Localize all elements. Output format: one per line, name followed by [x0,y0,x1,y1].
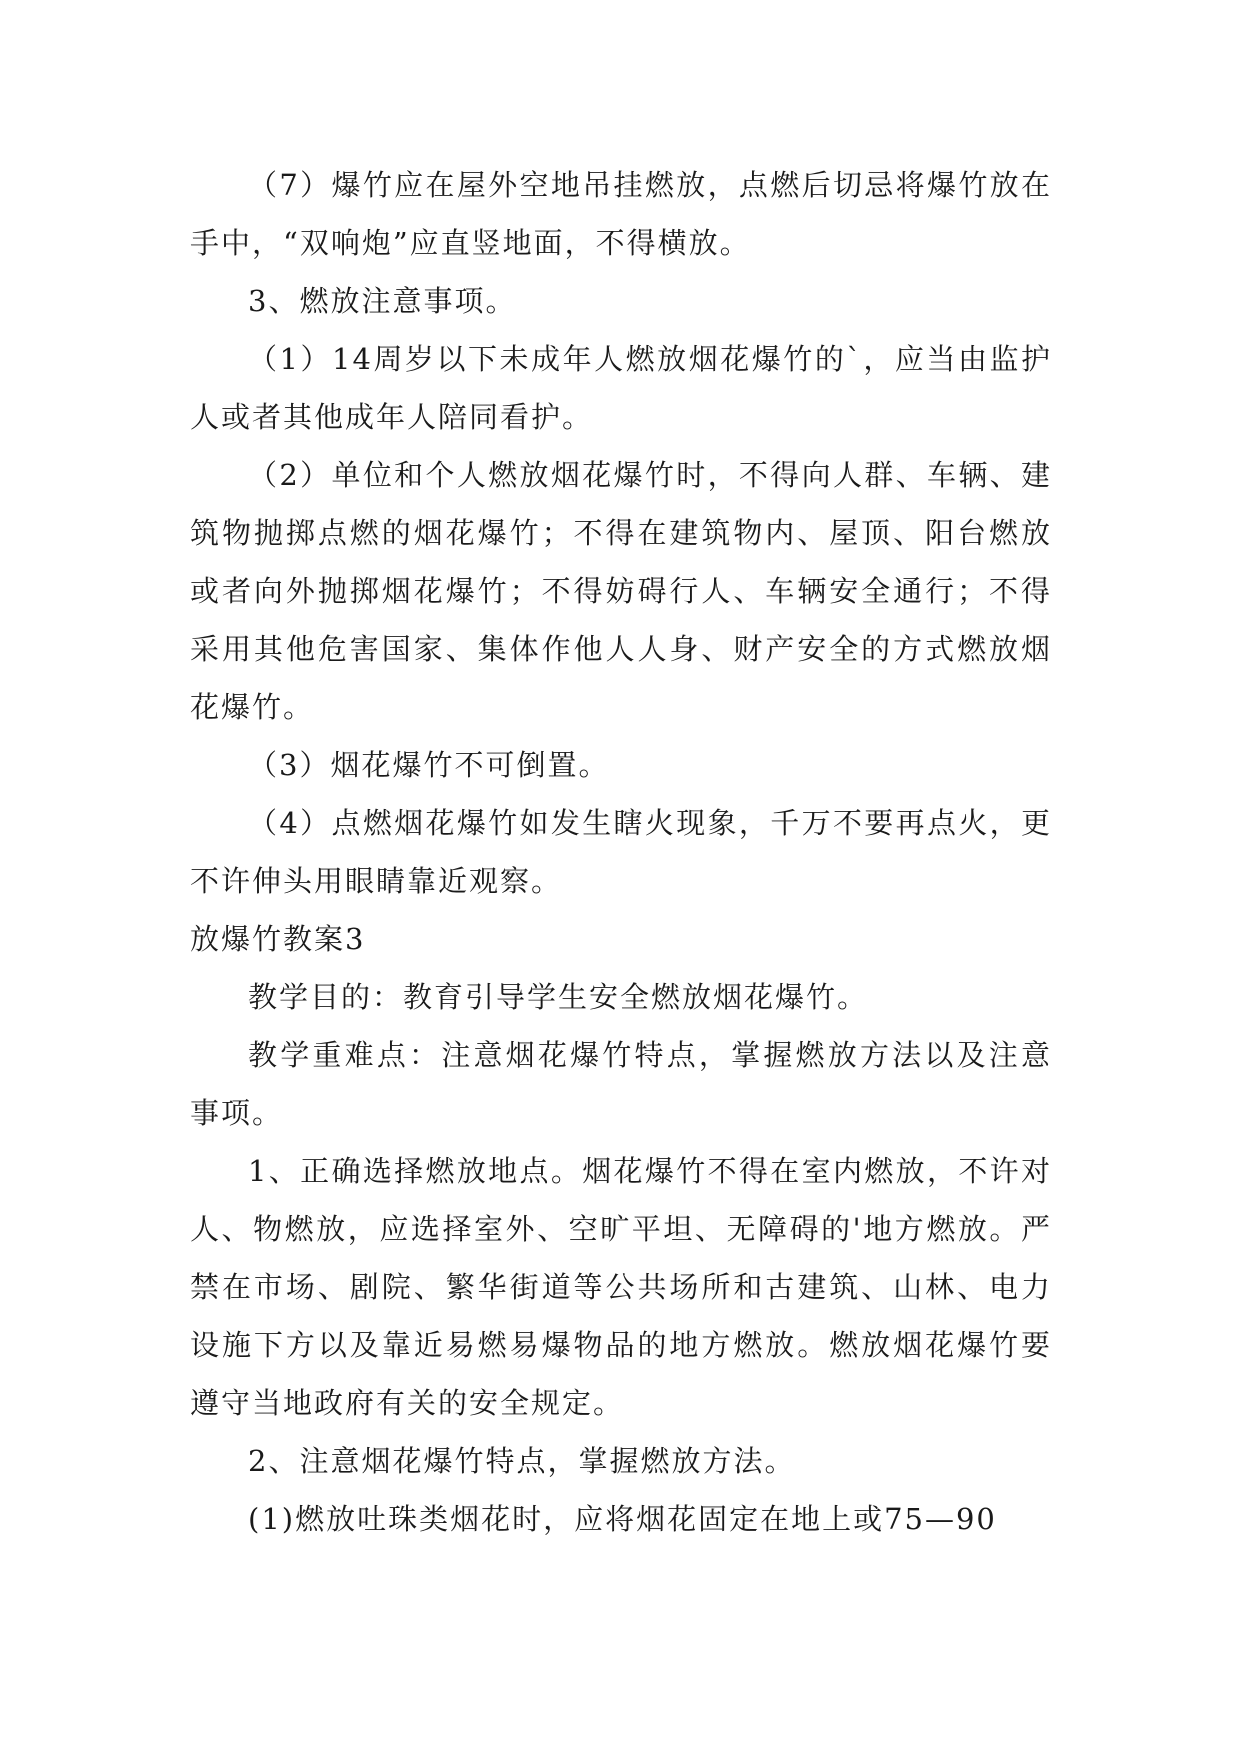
paragraph-spitting-fireworks: (1)燃放吐珠类烟花时，应将烟花固定在地上或75—90 [248,1502,997,1536]
document-body [190,156,1052,1548]
paragraph-methods-title: 2、注意烟花爆竹特点，掌握燃放方法。 [248,1444,796,1478]
paragraph-prohibited-acts: （2）单位和个人燃放烟花爆竹时，不得向人群、车辆、建筑物抛掷点燃的烟花爆竹；不得在建筑物内、屋顶、阳台燃放或者向外抛掷烟花爆竹；不得妨碍行人、车辆安全通行；不得采用其他危害国家、集体作他人人身、财产安全的方式燃放烟花爆竹。 [190,458,1052,724]
paragraph-precautions-title: 3、燃放注意事项。 [248,284,517,318]
paragraph-no-inverting: （3）烟花爆竹不可倒置。 [248,748,610,782]
paragraph-firecracker-hanging: （7）爆竹应在屋外空地吊挂燃放，点燃后切忌将爆竹放在手中，“双响炮”应直竖地面，不得横放。 [190,168,1052,260]
paragraph-choose-location: 1、正确选择燃放地点。烟花爆竹不得在室内燃放，不许对人、物燃放，应选择室外、空旷平坦、无障碍的'地方燃放。严禁在市场、剧院、繁华街道等公共场所和古建筑、山林、电力设施下方以及靠近易燃易爆物品的地方燃放。燃放烟花爆竹要遵守当地政府有关的安全规定。 [190,1154,1052,1420]
section-heading: 放爆竹教案3 [190,922,366,956]
paragraph-teaching-key-points: 教学重难点：注意烟花爆竹特点，掌握燃放方法以及注意事项。 [190,1038,1052,1130]
paragraph-misfire-warning: （4）点燃烟花爆竹如发生瞎火现象，千万不要再点火，更不许伸头用眼睛靠近观察。 [190,806,1052,898]
paragraph-teaching-goal: 教学目的：教育引导学生安全燃放烟花爆竹。 [248,980,869,1014]
paragraph-minors-supervision: （1）14周岁以下未成年人燃放烟花爆竹的`，应当由监护人或者其他成年人陪同看护。 [190,342,1052,434]
